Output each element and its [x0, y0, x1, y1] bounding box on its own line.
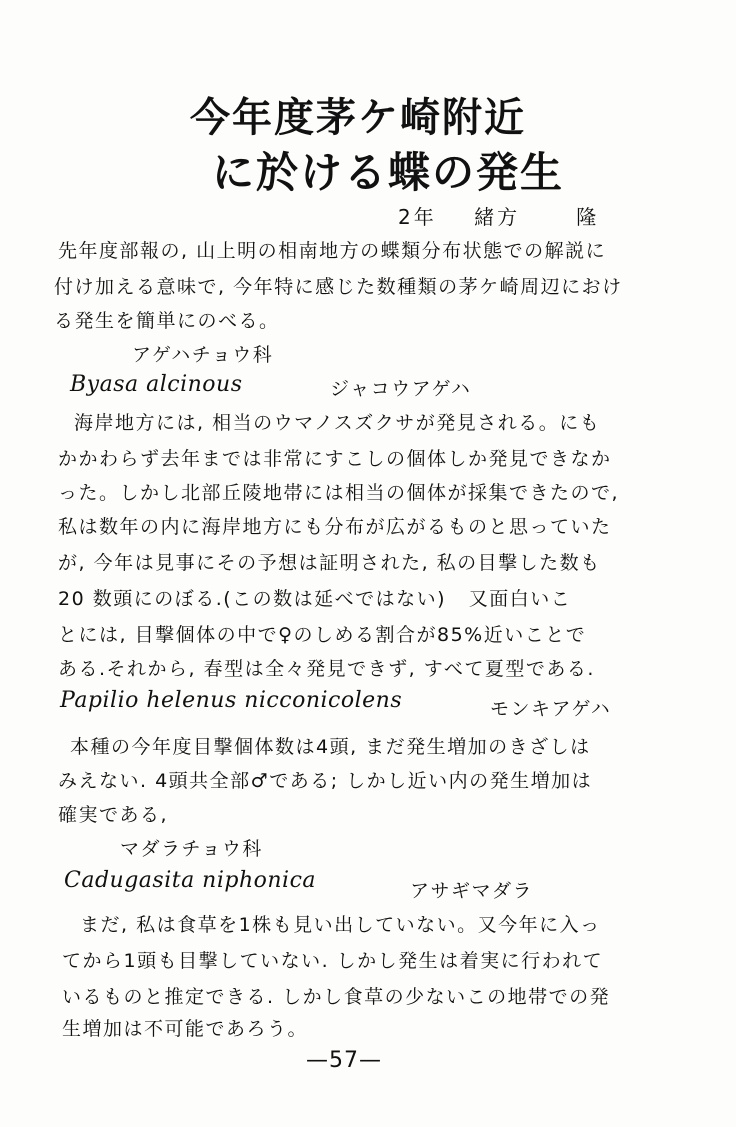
intro-line-1: 先年度部報の, 山上明の相南地方の蝶類分布状態での解説に	[58, 240, 607, 262]
species-japanese-name: アサギマダラ	[410, 880, 534, 902]
page-title-line-2: に於ける蝶の発生	[211, 148, 564, 197]
intro-line-3: る発生を簡単にのべる。	[54, 310, 280, 332]
page-title-line-1: 今年度茅ケ崎附近	[190, 95, 526, 141]
page-number: —57—	[306, 1048, 382, 1073]
paragraph-line: 生増加は不可能であろう。	[62, 1018, 309, 1040]
species-latin-name: Byasa alcinous	[70, 372, 243, 397]
paragraph-line: まだ, 私は食草を1株も見い出していない。又今年に入っ	[80, 914, 601, 936]
paragraph-line: かかわらず去年までは非常にすこしの個体しか発見できなか	[58, 448, 612, 470]
paragraph-line: った。しかし北部丘陵地帯には相当の個体が採集できたので,	[58, 482, 620, 504]
author-line: 2年 緒方 隆	[398, 205, 600, 229]
paragraph-line: 海岸地方には, 相当のウマノスズクサが発見される。にも	[74, 412, 601, 434]
paragraph-line: てから1頭も目撃していない. しかし発生は着実に行われて	[62, 950, 604, 972]
paragraph-line: 確実である,	[58, 804, 169, 826]
paragraph-line: ある.それから, 春型は全々発見できず, すべて夏型である.	[58, 658, 595, 680]
family-heading-papilionidae: アゲハチョウ科	[132, 344, 274, 366]
species-latin-name: Cadugasita niphonica	[64, 868, 317, 893]
family-heading-danaidae: マダラチョウ科	[120, 838, 263, 860]
species-japanese-name: モンキアゲハ	[490, 698, 612, 720]
species-latin-name: Papilio helenus nicconicolens	[60, 688, 403, 713]
paragraph-line: 本種の今年度目撃個体数は4頭, まだ発生増加のきざしは	[70, 736, 591, 758]
paragraph-line: 私は数年の内に海岸地方にも分布が広がるものと思っていた	[58, 516, 612, 538]
paragraph-line: いるものと推定できる. しかし食草の少ないこの地帯での発	[62, 986, 611, 1008]
paragraph-line: みえない. 4頭共全部♂である; しかし近い内の発生増加は	[58, 770, 593, 792]
species-japanese-name: ジャコウアゲハ	[330, 378, 472, 400]
paragraph-line: とには, 目撃個体の中で♀のしめる割合が85%近いことで	[58, 624, 587, 646]
intro-line-2: 付け加える意味で, 今年特に感じた数種類の茅ケ崎周辺におけ	[54, 276, 623, 298]
paragraph-line: が, 今年は見事にその予想は証明された, 私の目撃した数も	[58, 552, 601, 574]
paragraph-line: 20 数頭にのぼる.(この数は延べではない) 又面白いこ	[58, 588, 572, 610]
